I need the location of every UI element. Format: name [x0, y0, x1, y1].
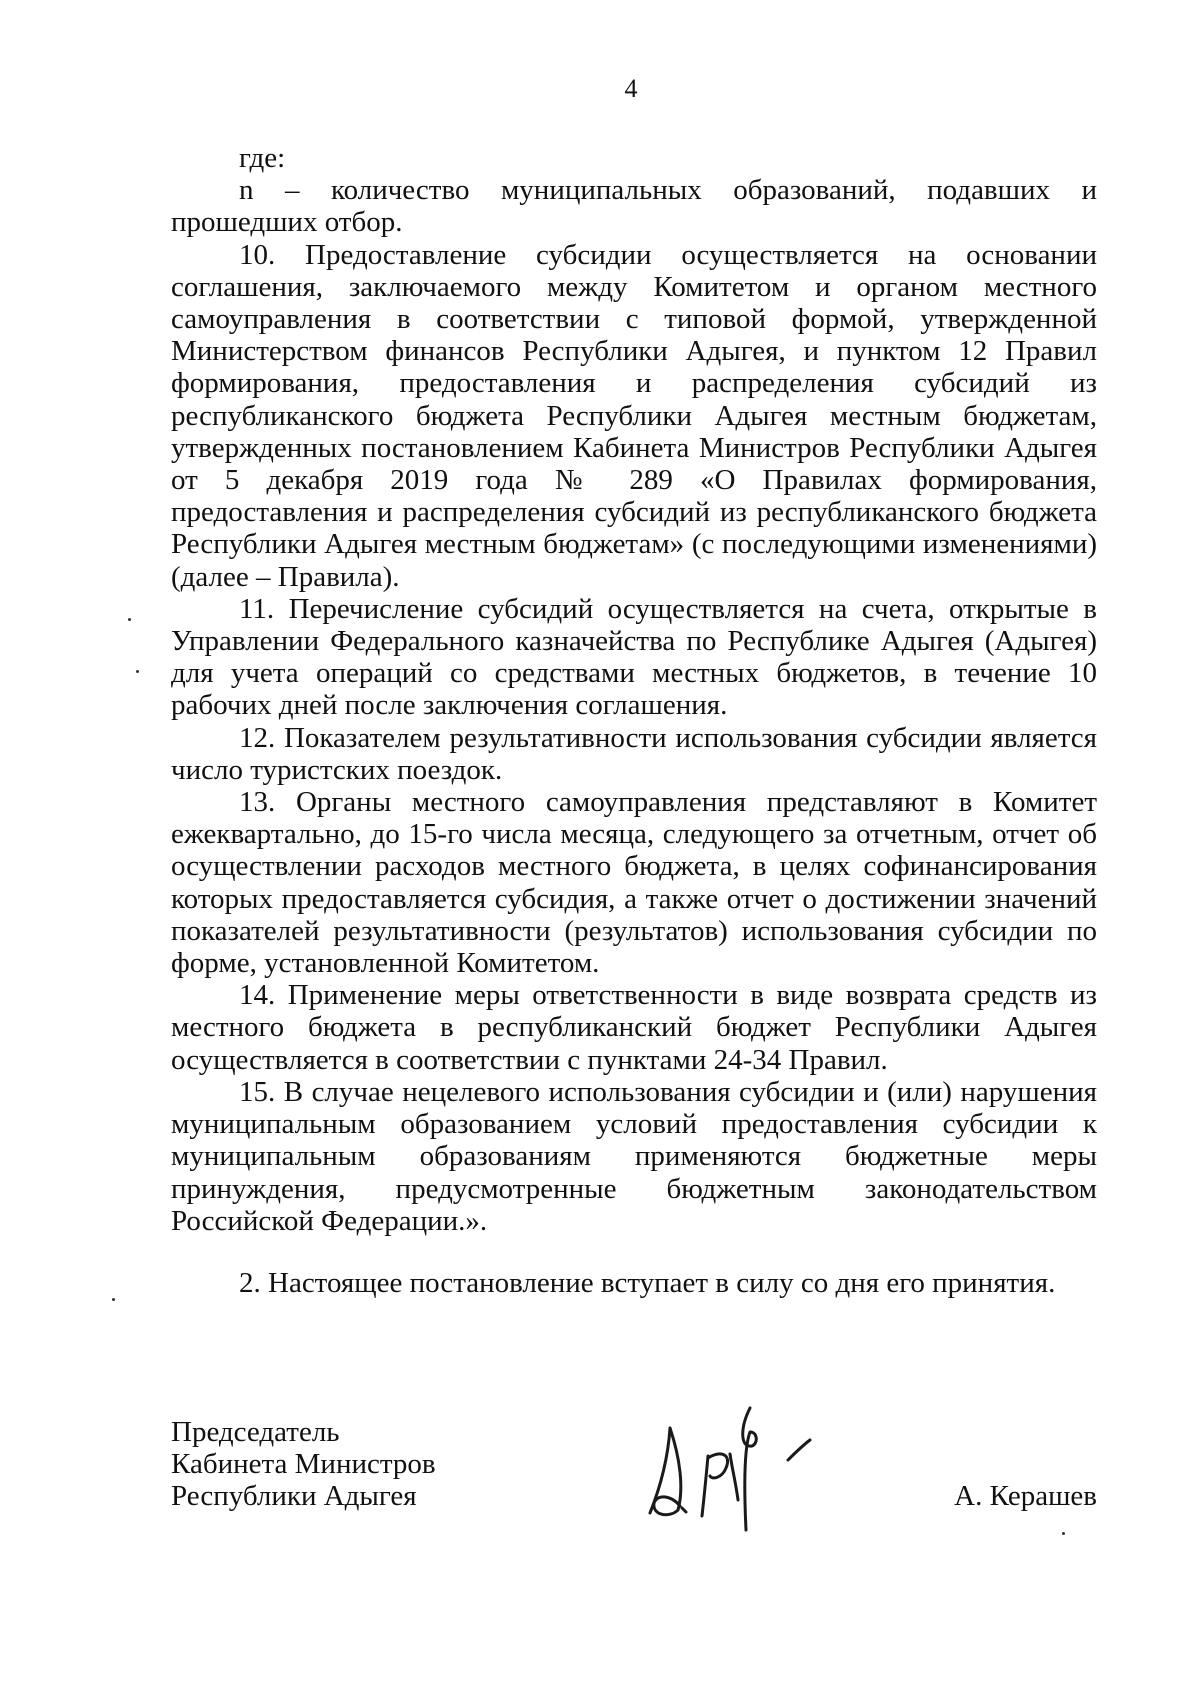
- handwritten-signature: [640, 1388, 840, 1538]
- signatory-position-line: Кабинета Министров: [171, 1448, 436, 1480]
- scan-speck: [128, 618, 131, 621]
- scan-speck: [136, 670, 139, 673]
- paragraph-15: 15. В случае нецелевого использования субсидии и (или) нарушения муниципальным образованием условий предоставления субсидии к муниципальным образованиям применяются бюджетные меры принуждения, предусмотренные бюджетным законодательством Российской Федерации.».: [171, 1075, 1097, 1237]
- paragraph-11: 11. Перечисление субсидий осуществляется на счета, открытые в Управлении Федерального казначейства по Республике Адыгея (Адыгея) для учета операций со средствами местных бюджетов, в течение 10 рабочих дней после заключения соглашения.: [171, 592, 1097, 722]
- paragraph-where: где:: [239, 142, 286, 174]
- paragraph-12: 12. Показателем результативности использования субсидии является число туристских поездок.: [171, 721, 1097, 786]
- page-number: 4: [624, 74, 638, 103]
- signatory-position-line: Председатель: [171, 1416, 340, 1448]
- signatory-position-line: Республики Адыгея: [171, 1480, 417, 1512]
- scan-speck: [112, 1298, 115, 1301]
- signatory-name: А. Керашев: [954, 1480, 1097, 1512]
- signatory-position: [171, 1416, 436, 1512]
- paragraph-13: 13. Органы местного самоуправления представляют в Комитет ежеквартально, до 15-го числа месяца, следующего за отчетным, отчет об осуществлении расходов местного бюджета, в целях софинансирования которых предоставляется субсидия, а также отчет о достижении значений показателей результативности (результатов) использования субсидии по форме, установленной Комитетом.: [171, 786, 1097, 980]
- document-body: [171, 142, 1097, 1299]
- paragraph-10: 10. Предоставление субсидии осуществляется на основании соглашения, заключаемого между Комитетом и органом местного самоуправления в соответствии с типовой формой, утвержденной Министерством финансов Республики Адыгея, и пунктом 12 Правил формирования, предоставления и распределения субсидий из республиканского бюджета Республики Адыгея местным бюджетам, утвержденных постановлением Кабинета Министров Республики Адыгея от 5 декабря 2019 года № 289 «О Правилах формирования, предоставления и распределения субсидий из республиканского бюджета Республики Адыгея местным бюджетам» (с последующими изменениями) (далее – Правила).: [171, 238, 1097, 593]
- paragraph-14: 14. Применение меры ответственности в виде возврата средств из местного бюджета в республиканский бюджет Республики Адыгея осуществляется в соответствии с пунктами 24-34 Правил.: [171, 979, 1097, 1076]
- scan-speck: [1062, 1532, 1065, 1535]
- paragraph-n-definition: n – количество муниципальных образований, подавших и прошедших отбор.: [171, 174, 1097, 239]
- paragraph-effective-date: 2. Настоящее постановление вступает в силу со дня его принятия.: [239, 1266, 1056, 1299]
- signature-block: [171, 1416, 1097, 1536]
